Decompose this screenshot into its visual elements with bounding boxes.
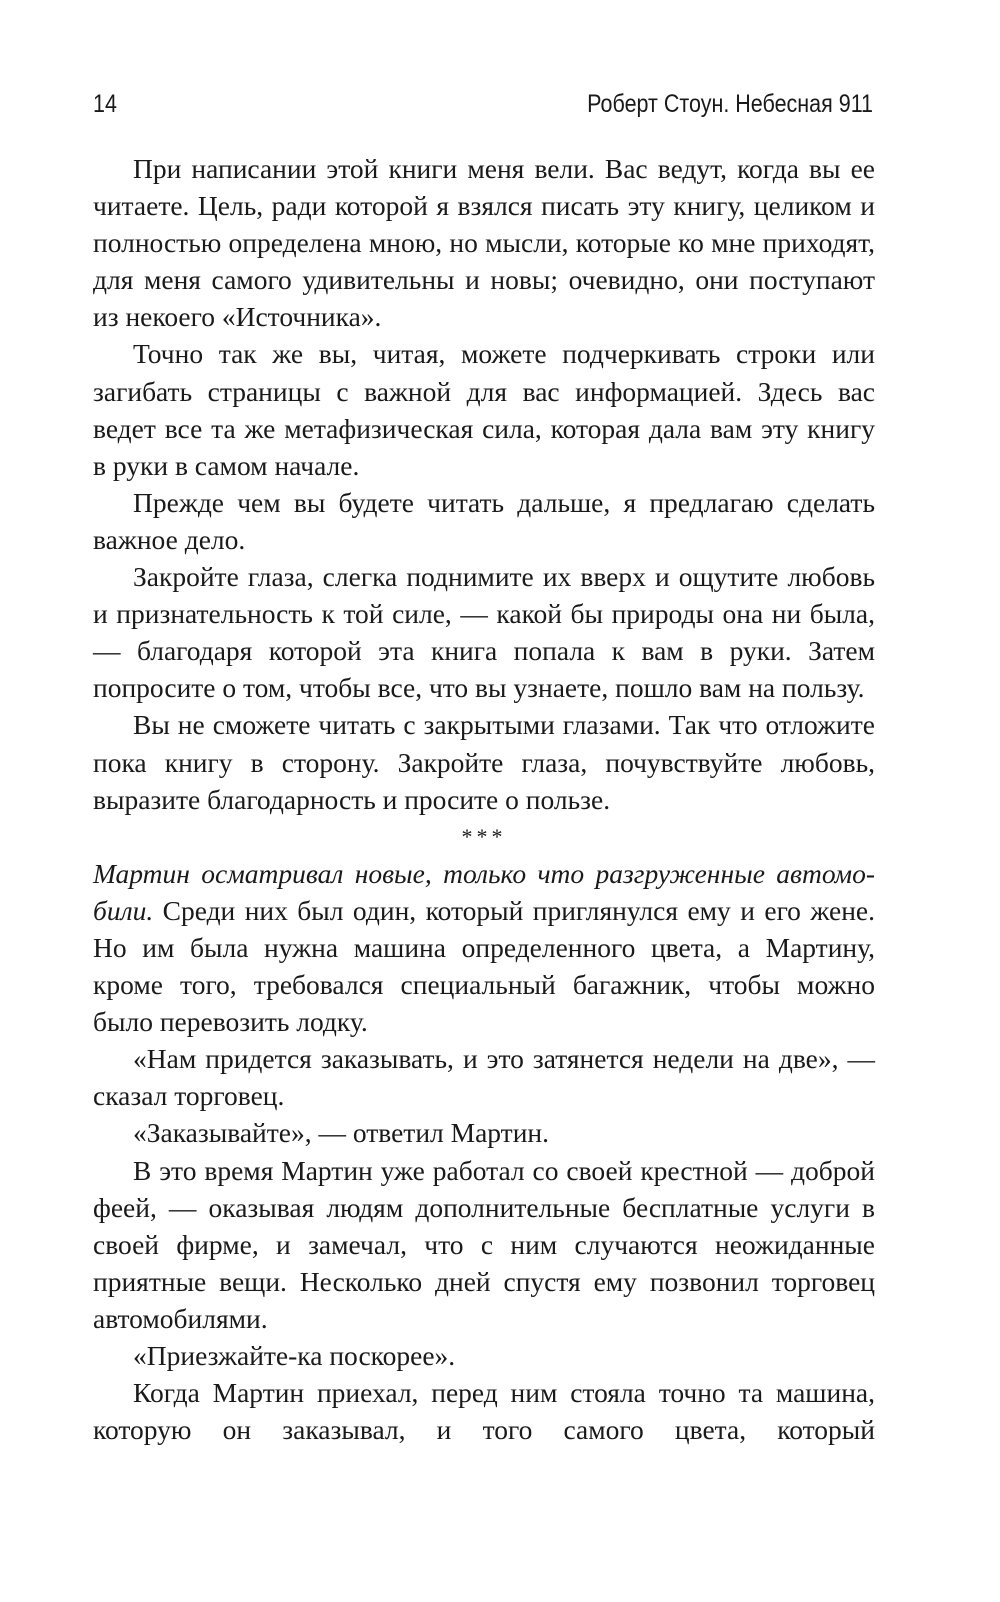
running-header xyxy=(93,84,874,124)
page-number: 14 xyxy=(93,90,117,118)
story-paragraph-6: Когда Мартин приехал, перед ним стояла точно та машина, которую он заказывал, и того самого цвета, который xyxy=(93,1377,875,1446)
running-title: Роберт Стоун. Небесная 911 xyxy=(587,90,874,118)
section-separator: *** xyxy=(461,823,507,849)
paragraph-3: Прежде чем вы будете читать дальше, я предлагаю сделать важное дело. xyxy=(93,486,875,555)
paragraph-4: Закройте глаза, слегка поднимите их вверх и ощутите любовь и признательность к той силе, — какой бы природы она ни была, — благодаря которой эта книга попала к вам в руки. Затем попросите о том, чтобы все, что вы узнаете, пошло вам на пользу. xyxy=(93,561,875,704)
text-body xyxy=(93,150,875,1448)
paragraph-2: Точно так же вы, читая, можете подчеркивать строки или загибать страницы с важной для вас информацией. Здесь вас ведет все та же метафизическая сила, которая дала вам эту книгу в руки в самом начале. xyxy=(93,338,875,481)
story-paragraph-2: «Нам придется заказывать, и это затянется недели на две», — сказал торговец. xyxy=(93,1043,875,1112)
paragraph-1: При написании этой книги меня вели. Вас ведут, когда вы ее читаете. Цель, ради которой я взялся писать эту книгу, целиком и полностью определена мною, но мысли, которые ко мне приходят, для меня самого удивительны и новы; очевидно, они поступают из некоего «Источника». xyxy=(93,153,875,333)
story-paragraph-1-rest: Среди них был один, который приглянулся ему и его жене. Но им была нужна машина определенного цвета, а Мартину, кроме того, требовался специальный багажник, чтобы можно было перевозить лодку. xyxy=(93,894,875,1038)
italic-lead: Мартин осматривал новые, только что разгруженные автомобили. xyxy=(93,857,875,926)
story-paragraph-4: В это время Мартин уже работал со своей крестной — доброй феей, — оказывая людям дополнительные бесплатные услуги в своей фирме, и замечал, что с ним случаются неожиданные приятные вещи. Несколько дней спустя ему позвонил торговец автомобилями. xyxy=(93,1154,875,1334)
paragraph-5: Вы не сможете читать с закрытыми глазами. Так что отложите пока книгу в сторону. Закройте глаза, почувствуйте любовь, выразите благодарность и просите о пользе. xyxy=(93,709,875,815)
story-paragraph-1 xyxy=(93,855,875,1040)
story-paragraph-3: «Заказывайте», — ответил Мартин. xyxy=(133,1117,550,1149)
story-paragraph-5: «Приезжайте-ка поскорее». xyxy=(133,1340,456,1371)
